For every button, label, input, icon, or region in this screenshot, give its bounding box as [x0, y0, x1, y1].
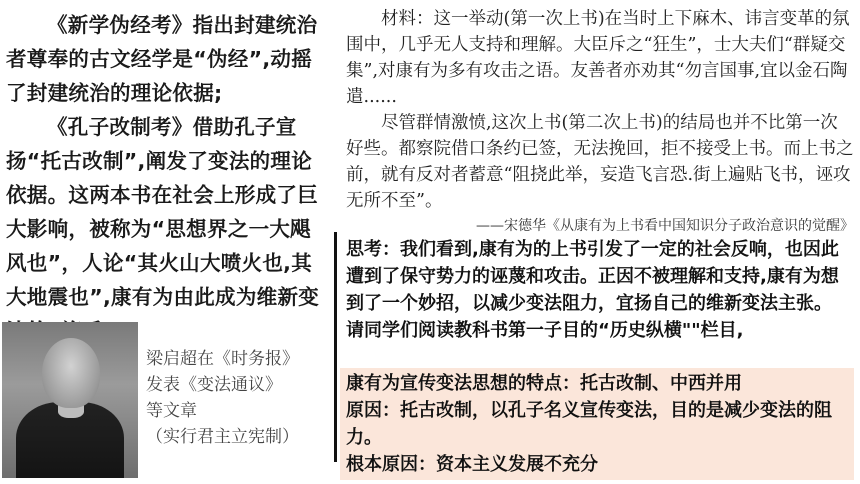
photo-caption — [146, 346, 336, 450]
answer-line-2: 原因：托古改制，以孔子名义宣传变法，目的是减少变法的阻力。 — [346, 400, 832, 448]
caption-line-3: 等文章 — [146, 401, 197, 421]
portrait-photo — [2, 322, 138, 478]
caption-line-1: 梁启超在《时务报》 — [146, 349, 299, 369]
material-para-1: 材料：这一举动(第一次上书)在当时上下麻木、讳言变革的氛围中，几乎无人支持和理解。大臣斥之“狂生”，士大夫们“群疑交集”,对康有为多有攻击之语。友善者亦劝其“勿言国事,宜以金石陶遣...... — [346, 9, 850, 107]
material-para-2: 尽管群情激愤,这次上书(第二次上书)的结局也并不比第一次好些。都察院借口条约已签，无法挽回，拒不接受上书。而上书之前，就有反对者蓄意“阻挠此举，妄造飞言恐.街上遍贴飞书，诬攻无所不至”。 — [346, 113, 854, 211]
think-section — [346, 236, 854, 344]
caption-line-4: （实行君主立宪制） — [146, 427, 299, 447]
left-para-2: 《孔子改制考》借助孔子宣扬“托古改制”,阐发了变法的理论依据。这两本书在社会上形成了巨大影响，被称为“思想界之一大飓风也”，人论“其火山大喷火也,其大地震也”,康有为由此成为维新变 — [6, 115, 320, 309]
answer-line-1: 康有为宣传变法思想的特点：托古改制、中西并用 — [346, 373, 742, 394]
caption-line-2: 发表《变法通议》 — [146, 375, 282, 395]
portrait-head — [42, 338, 100, 408]
material-source: ——宋德华《从康有为上书看中国知识分子政治意识的觉醒》 — [476, 218, 854, 234]
answer-section — [346, 370, 852, 478]
left-para-1: 《新学伪经考》指出封建统治者尊奉的古文经学是“伪经”,动摇了封建统治的理论依据; — [6, 13, 318, 105]
think-para-2: 请同学们阅读教科书第一子目的“历史纵横""栏目, — [346, 320, 744, 341]
material-passage — [346, 6, 854, 238]
think-para-1: 思考：我们看到,康有为的上书引发了一定的社会反响，也因此遭到了保守势力的诬蔑和攻击。正因不被理解和支持,康有为想到了一个妙招，以减少变法阻力，宜扬自己的维新变法主张。 — [346, 239, 839, 314]
left-passage — [6, 8, 328, 348]
answer-line-3: 根本原因：资本主义发展不充分 — [346, 454, 598, 475]
vertical-divider — [334, 232, 337, 462]
